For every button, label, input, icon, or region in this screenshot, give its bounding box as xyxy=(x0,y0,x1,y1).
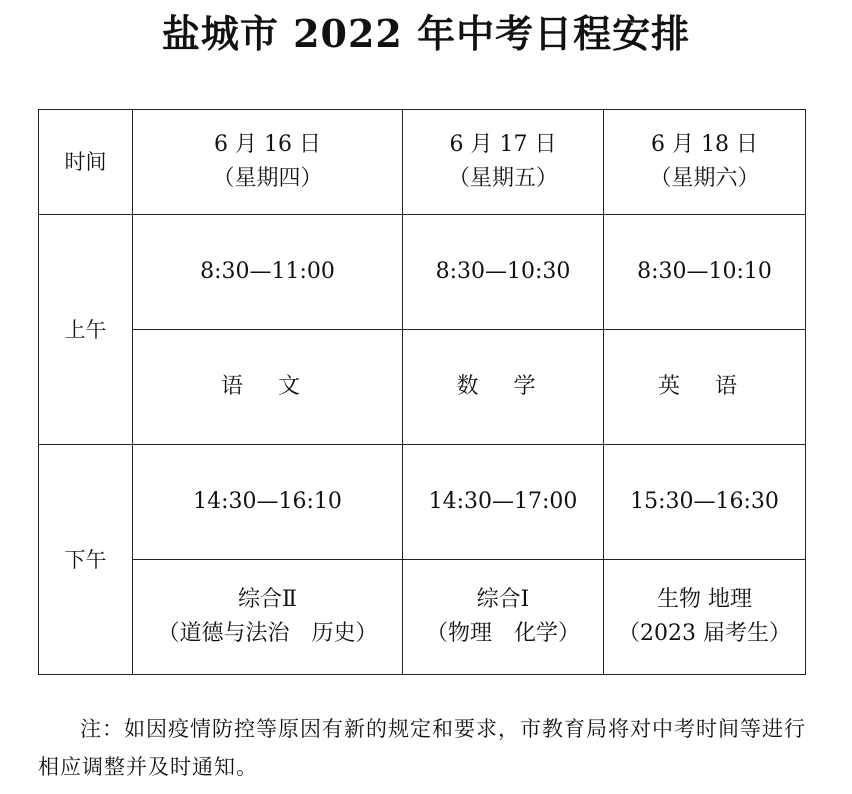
day-header-cell xyxy=(133,110,403,215)
exam-schedule-table xyxy=(38,109,806,675)
exam-subject-cell: 语 文 xyxy=(133,330,403,445)
morning-time-row xyxy=(39,215,806,330)
day-date: 6 月 17 日 xyxy=(449,132,557,157)
day-weekday: （星期五） xyxy=(447,166,558,191)
subject-name: 生物 地理 xyxy=(657,587,752,612)
exam-time-cell: 15:30—16:30 xyxy=(604,445,806,560)
exam-time-cell: 14:30—17:00 xyxy=(403,445,604,560)
exam-time-cell: 8:30—11:00 xyxy=(133,215,403,330)
day-header-cell xyxy=(604,110,806,215)
day-date: 6 月 16 日 xyxy=(214,132,321,157)
exam-subject-cell: 数 学 xyxy=(403,330,604,445)
exam-subject-cell xyxy=(403,560,604,675)
exam-time-cell: 8:30—10:30 xyxy=(403,215,604,330)
exam-subject-cell: 英 语 xyxy=(604,330,806,445)
afternoon-subject-row xyxy=(39,560,806,675)
exam-time-cell: 14:30—16:10 xyxy=(133,445,403,560)
table-header-row xyxy=(39,110,806,215)
morning-subject-row xyxy=(39,330,806,445)
subject-name: 综合Ⅱ xyxy=(238,587,297,612)
exam-subject-cell xyxy=(604,560,806,675)
morning-label: 上午 xyxy=(39,215,133,445)
afternoon-time-row xyxy=(39,445,806,560)
subject-detail: （物理 化学） xyxy=(425,621,580,646)
time-column-header: 时间 xyxy=(39,110,133,215)
exam-time-cell: 8:30—10:10 xyxy=(604,215,806,330)
afternoon-label: 下午 xyxy=(39,445,133,675)
day-header-cell xyxy=(403,110,604,215)
subject-name: 综合Ⅰ xyxy=(476,587,530,612)
footnote: 注：如因疫情防控等原因有新的规定和要求，市教育局将对中考时间等进行相应调整并及时通知。 xyxy=(38,717,806,779)
exam-subject-cell xyxy=(133,560,403,675)
day-weekday: （星期四） xyxy=(212,166,323,191)
day-weekday: （星期六） xyxy=(649,166,760,191)
page-title: 盐城市 2022 年中考日程安排 xyxy=(161,11,691,56)
subject-detail: （道德与法治 历史） xyxy=(157,621,378,646)
subject-detail: （2023 届考生） xyxy=(618,621,791,646)
day-date: 6 月 18 日 xyxy=(651,132,758,157)
